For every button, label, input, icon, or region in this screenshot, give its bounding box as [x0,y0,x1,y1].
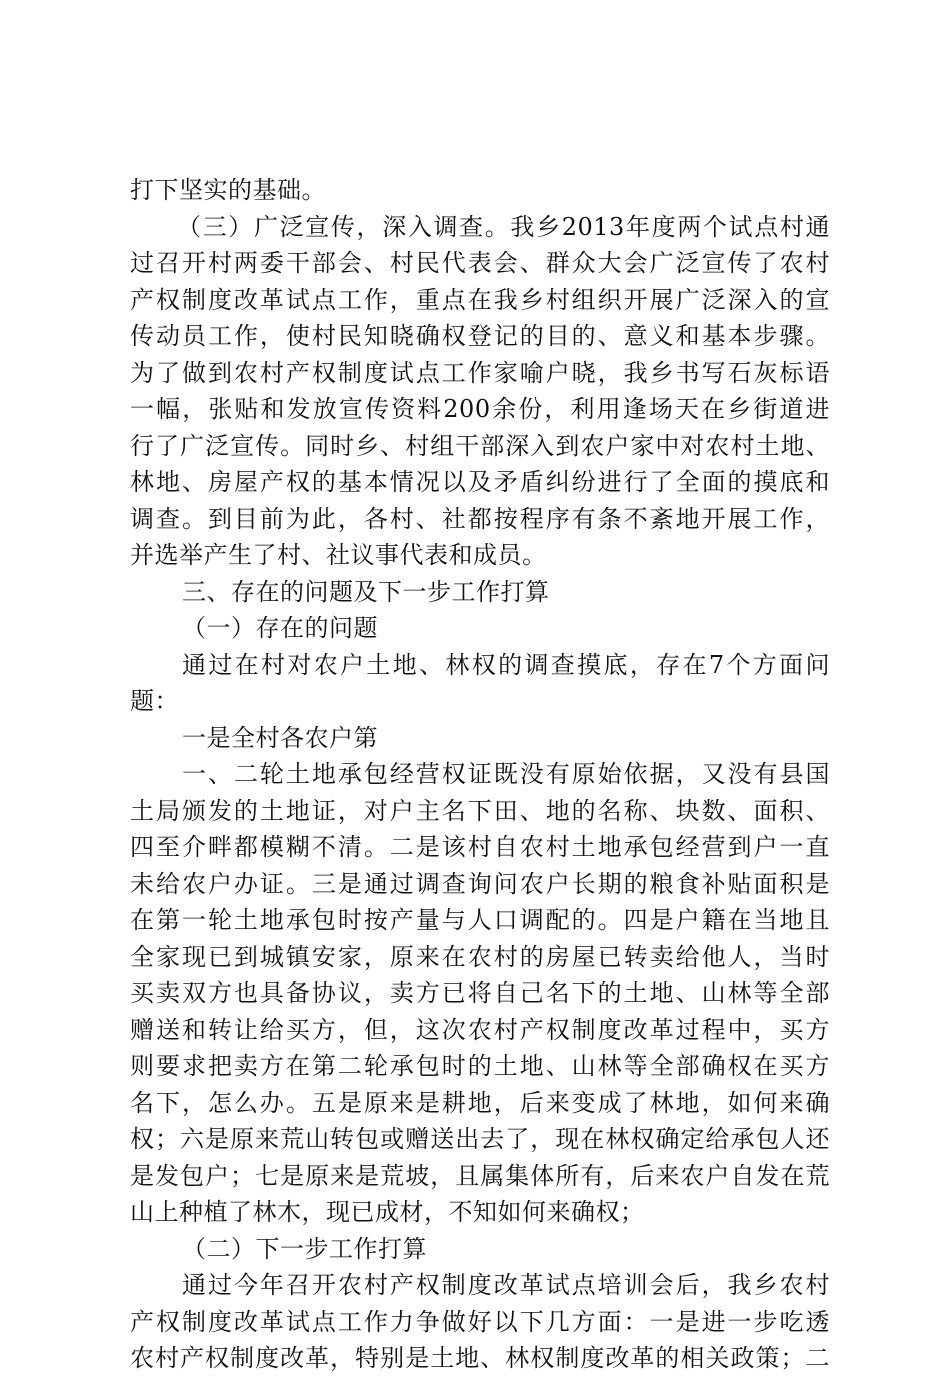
text-line: 题： [130,687,179,715]
subsection-heading: （二）下一步工作打算 [182,1234,427,1263]
text-line: 四至介畔都模糊不清。二是该村自农村土地承包经营到户一直 [130,833,830,861]
text-line: 赠送和转让给买方，但，这次农村产权制度改革过程中，买方 [130,1015,830,1044]
text-line: 产权制度改革试点工作力争做好以下几方面：一是进一步吃透 [130,1307,830,1336]
text-line: 权；六是原来荒山转包或赠送出去了，现在林权确定给承包人还 [130,1125,830,1153]
text-line: 在第一轮土地承包时按产量与人口调配的。四是户籍在当地且 [130,906,830,934]
text-line: 一幅，张贴和发放宣传资料200余份，利用逢场天在乡街道进 [130,395,830,423]
text-line: 山上种植了林木，现已成材，不知如何来确权； [130,1198,645,1226]
text-line: 土局颁发的土地证，对户主名下田、地的名称、块数、面积、 [130,796,830,825]
text-line: 为了做到农村产权制度试点工作家喻户晓，我乡书写石灰标语 [130,358,830,387]
text-line: 调查。到目前为此，各村、社都按程序有条不紊地开展工作， [130,504,830,533]
text-line: 全家现已到城镇安家，原来在农村的房屋已转卖给他人，当时 [130,942,830,971]
text-line: 则要求把卖方在第二轮承包时的土地、山林等全部确权在买方 [130,1052,830,1080]
text-line: 一、二轮土地承包经营权证既没有原始依据，又没有县国 [182,760,830,788]
text-line: 产权制度改革试点工作，重点在我乡村组织开展广泛深入的宣 [130,285,830,314]
text-line: 并选举产生了村、社议事代表和成员。 [130,541,547,569]
document-body [130,172,830,1377]
text-line: 林地、房屋产权的基本情况以及矛盾纠纷进行了全面的摸底和 [130,468,830,496]
text-line: 是发包户；七是原来是荒坡，且属集体所有，后来农户自发在荒 [130,1161,830,1190]
text-line: 传动员工作，使村民知晓确权登记的目的、意义和基本步骤。 [130,322,830,350]
text-line: 一是全村各农户第 [182,723,378,752]
text-line: 未给农户办证。三是通过调查询问农户长期的粮食补贴面积是 [130,869,830,898]
text-line: 名下，怎么办。五是原来是耕地，后来变成了林地，如何来确 [130,1088,830,1117]
section-heading: 三、存在的问题及下一步工作打算 [182,577,550,606]
section-heading-paragraph: （三）广泛宣传，深入调查。我乡2013年度两个试点村通 [177,212,830,241]
text-line: 农村产权制度改革，特别是土地、林权制度改革的相关政策；二 [130,1344,830,1372]
text-line: 行了广泛宣传。同时乡、村组干部深入到农户家中对农村土地、 [130,431,830,460]
text-line: 打下坚实的基础。 [130,176,326,204]
subsection-heading: （一）存在的问题 [182,614,378,642]
text-line: 通过今年召开农村产权制度改革试点培训会后，我乡农村 [182,1271,830,1299]
text-line: 买卖双方也具备协议，卖方已将自己名下的土地、山林等全部 [130,979,830,1007]
text-line: 通过在村对农户土地、林权的调查摸底，存在7个方面问 [182,650,830,679]
text-line: 过召开村两委干部会、村民代表会、群众大会广泛宣传了农村 [130,249,830,277]
